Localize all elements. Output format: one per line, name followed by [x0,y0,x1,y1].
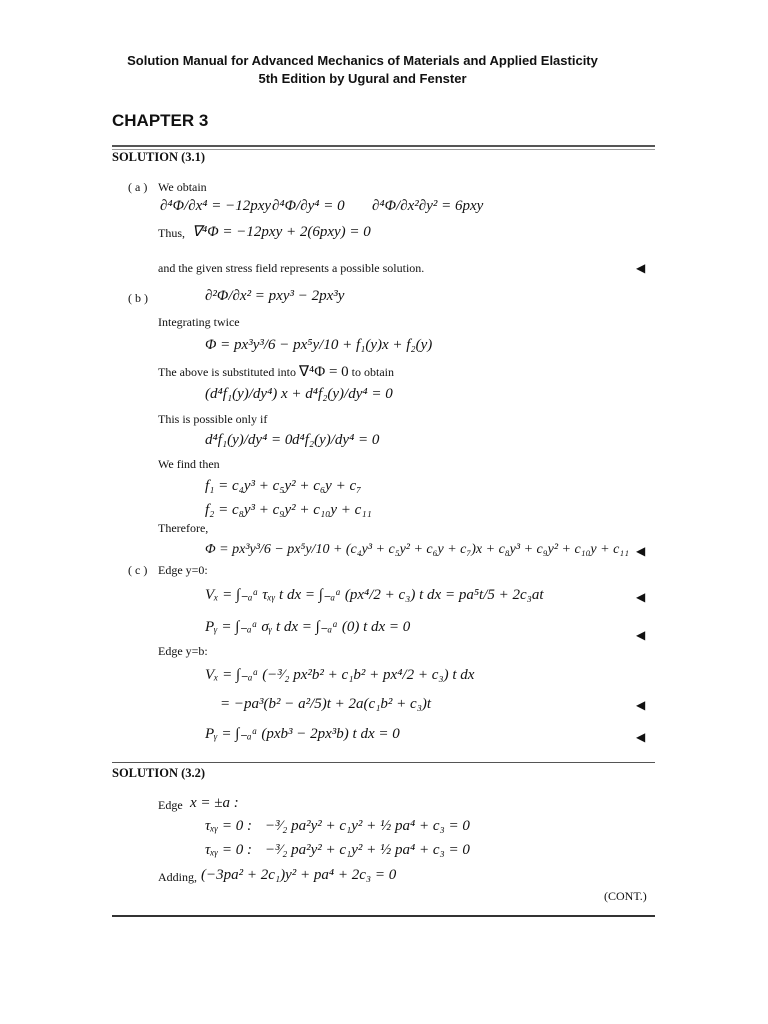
equation-py-yb: Pᵧ = ∫₋ₐᵃ (pxb³ − 2px³b) t dx = 0 [205,726,400,742]
equation-biharmonic: ∇⁴Φ = −12pxy + 2(6pxy) = 0 [192,224,371,240]
section-divider [112,762,655,763]
equation-f1: f₁ = c₄y³ + c₅y² + c₆y + c₇ [205,478,362,494]
equation-d4f-sum: (d⁴f₁(y)/dy⁴) x + d⁴f₂(y)/dy⁴ = 0 [205,386,393,402]
end-marker-icon: ◀ [636,698,646,712]
solution-3-1-heading: SOLUTION (3.1) [112,150,206,164]
part-a-conclusion: and the given stress field represents a possible solution. [158,261,425,275]
end-marker-icon: ◀ [636,628,646,642]
substituted-text-start: The above is substituted into [158,365,296,379]
edge-x-label: Edge [158,798,183,812]
possible-text: This is possible only if [158,412,268,426]
solution-3-2-heading: SOLUTION (3.2) [112,766,206,780]
edge-yb-label: Edge y=b: [158,644,208,658]
page-bottom-divider [112,915,655,917]
part-a-intro: We obtain [158,180,207,194]
part-a-label: ( a ) [128,180,148,194]
integrating-text: Integrating twice [158,315,240,329]
equation-tau-2: −³⁄₂ pa²y² + c₁y² + ½ pa⁴ + c₃ = 0 [265,842,470,858]
equation-phi-final: Φ = px³y³/6 − px⁵y/10 + (c₄y³ + c₅y² + c₆y + c₇)x + c₈y³ + c₉y² + c₁₀y + c₁₁ [205,542,630,557]
equation-phi: Φ = px³y³/6 − px⁵y/10 + f₁(y)x + f₂(y) [205,337,433,353]
end-marker-icon: ◀ [636,544,646,558]
document-title-line-2: 5th Edition by Ugural and Fenster [258,71,467,86]
find-text: We find then [158,457,220,471]
equation-d2phi-dx2: ∂²Φ/∂x² = pxy³ − 2px³y [205,288,345,304]
equation-tau-1: −³⁄₂ pa²y² + c₁y² + ½ pa⁴ + c₃ = 0 [265,818,470,834]
equation-vx-yb: Vₓ = ∫₋ₐᵃ (−³⁄₂ px²b² + c₁b² + px⁴/2 + c₃) t dx [205,667,475,683]
continued-marker: (CONT.) [604,889,647,903]
adding-label: Adding, [158,870,197,884]
therefore-text: Therefore, [158,521,209,535]
end-marker-icon: ◀ [636,730,646,744]
substituted-text-end: to obtain [351,365,394,379]
edge-y0-label: Edge y=0: [158,563,208,577]
equation-vx-y0: Vₓ = ∫₋ₐᵃ τₓᵧ t dx = ∫₋ₐᵃ (px⁴/2 + c₃) t dx = pa⁵t/5 + 2c₃at [205,587,544,603]
condition-tau-1: τₓᵧ = 0 : [205,818,252,834]
end-marker-icon: ◀ [636,590,646,604]
part-b-label: ( b ) [128,291,148,305]
equation-cond-f2: d⁴f₂(y)/dy⁴ = 0 [292,432,380,448]
section-divider [112,145,655,147]
equation-d4-dx2dy2: ∂⁴Φ/∂x²∂y² = 6pxy [372,198,484,214]
thus-label: Thus, [158,226,185,240]
equation-vx-yb-result: = −pa³(b² − a²/5)t + 2a(c₁b² + c₃)t [220,696,432,712]
condition-tau-2: τₓᵧ = 0 : [205,842,252,858]
chapter-heading: CHAPTER 3 [112,111,209,130]
equation-py-y0: Pᵧ = ∫₋ₐᵃ σᵧ t dx = ∫₋ₐᵃ (0) t dx = 0 [205,619,411,635]
part-c-label: ( c ) [128,563,148,577]
end-marker-icon: ◀ [636,261,646,275]
equation-biharmonic-zero: ∇⁴Φ = 0 [298,364,349,380]
substituted-text [158,365,394,380]
equation-cond-f1: d⁴f₁(y)/dy⁴ = 0 [205,432,293,448]
document-title-line-1: Solution Manual for Advanced Mechanics of Materials and Applied Elasticity [127,53,598,68]
equation-edge-x: x = ±a : [190,795,239,811]
equation-adding: (−3pa² + 2c₁)y² + pa⁴ + 2c₃ = 0 [201,867,397,883]
equation-f2: f₂ = c₈y³ + c₉y² + c₁₀y + c₁₁ [205,502,372,518]
equation-d4-dx4: ∂⁴Φ/∂x⁴ = −12pxy [160,198,272,214]
equation-d4-dy4: ∂⁴Φ/∂y⁴ = 0 [272,198,345,214]
